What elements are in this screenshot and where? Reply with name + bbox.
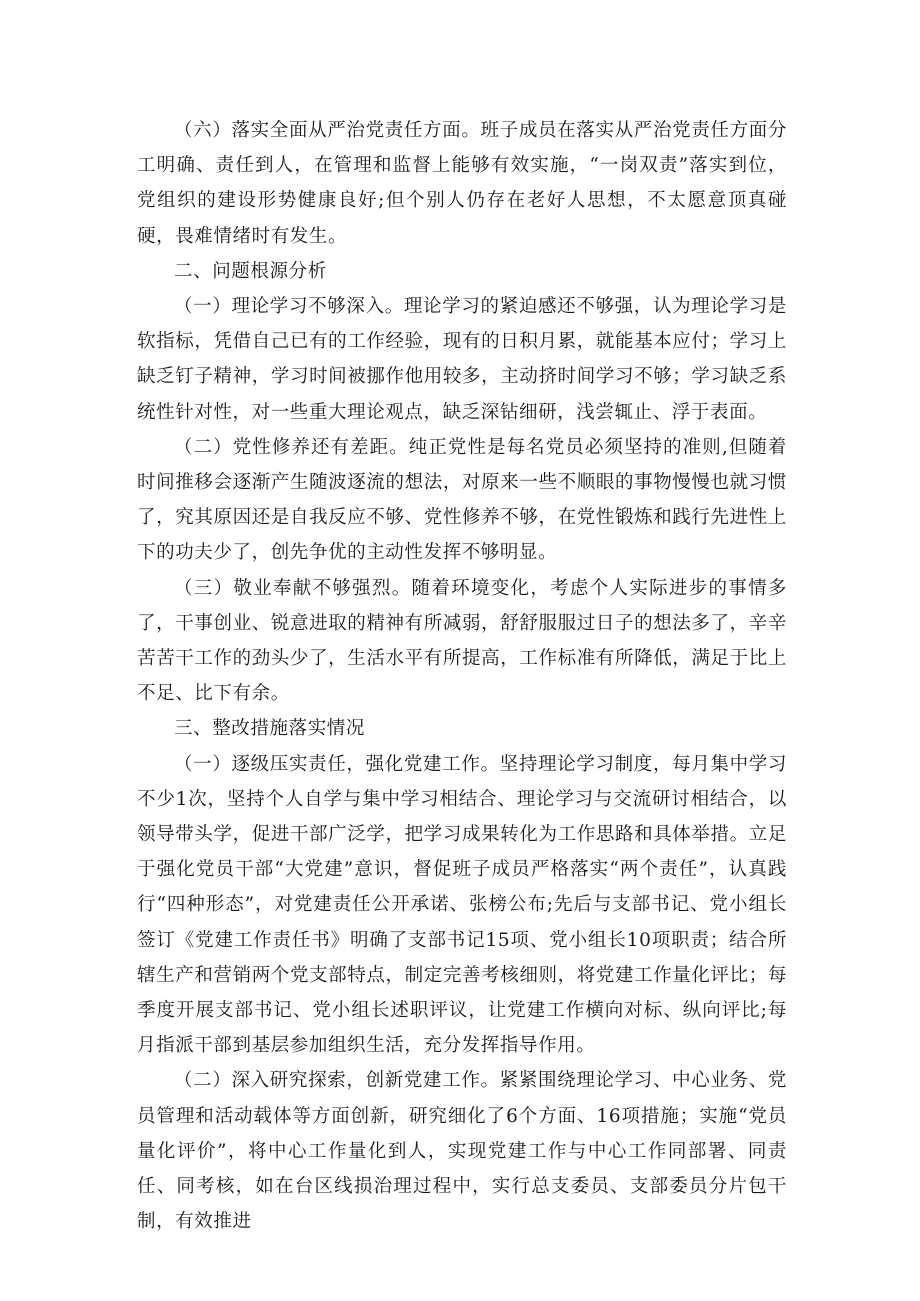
section-heading-rectification: 三、整改措施落实情况: [174, 718, 366, 740]
section-heading-root-cause: 二、问题根源分析: [174, 260, 327, 282]
paragraph-responsibility-layers: （一）逐级压实责任，强化党建工作。坚持理论学习制度，每月集中学习不少1次，坚持个人自学与集中学习相结合、理论学习与交流研讨相结合，以领导带头学，促进干部广泛学，把学习成果转化为工作思路和具体举措。立足于强化党员干部“大党建”意识，督促班子成员严格落实“两个责任”，认真践行“四种形态”，对党建责任公开承诺、张榜公布;先后与支部书记、党小组长签订《党建工作责任书》明确了支部书记15项、党小组长10项职责；结合所辖生产和营销两个党支部特点，制定完善考核细则，将党建工作量化评比；每季度开展支部书记、党小组长述职评议，让党建工作横向对标、纵向评比;每月指派干部到基层参加组织生活，充分发挥指导作用。: [137, 753, 787, 1057]
document-body: [137, 113, 787, 1240]
paragraph-responsibility: （六）落实全面从严治党责任方面。班子成员在落实从严治党责任方面分工明确、责任到人，在管理和监督上能够有效实施，“一岗双责”落实到位，党组织的建设形势健康良好;但个别人仍存在老好人思想，不太愿意顶真碰硬，畏难情绪时有发生。: [137, 120, 787, 247]
paragraph-party-spirit: （二）党性修养还有差距。纯正党性是每名党员必须坚持的准则,但随着时间推移会逐渐产生随波逐流的想法，对原来一些不顺眼的事物慢慢也就习惯了，究其原因还是自我反应不够、党性修养不够，在党性锻炼和践行先进性上下的功夫少了，创先争优的主动性发挥不够明显。: [137, 436, 787, 564]
paragraph-dedication: （三）敬业奉献不够强烈。随着环境变化，考虑个人实际进步的事情多了，干事创业、锐意进取的精神有所减弱，舒舒服服过日子的想法多了，辛辛苦苦干工作的劲头少了，生活水平有所提高，工作标准有所降低，满足于比上不足、比下有余。: [137, 577, 787, 705]
paragraph-innovation: （二）深入研究探索，创新党建工作。紧紧围绕理论学习、中心业务、党员管理和活动载体等方面创新，研究细化了6个方面、16项措施；实施“党员量化评价”，将中心工作量化到人，实现党建工作与中心工作同部署、同责任、同考核，如在台区线损治理过程中，实行总支委员、支部委员分片包干制，有效推进: [137, 1070, 787, 1233]
paragraph-theory-study: （一）理论学习不够深入。理论学习的紧迫感还不够强，认为理论学习是软指标，凭借自己已有的工作经验，现有的日积月累，就能基本应付；学习上缺乏钉子精神，学习时间被挪作他用较多，主动挤时间学习不够；学习缺乏系统性针对性，对一些重大理论观点，缺乏深钻细研，浅尝辄止、浮于表面。: [137, 296, 787, 423]
